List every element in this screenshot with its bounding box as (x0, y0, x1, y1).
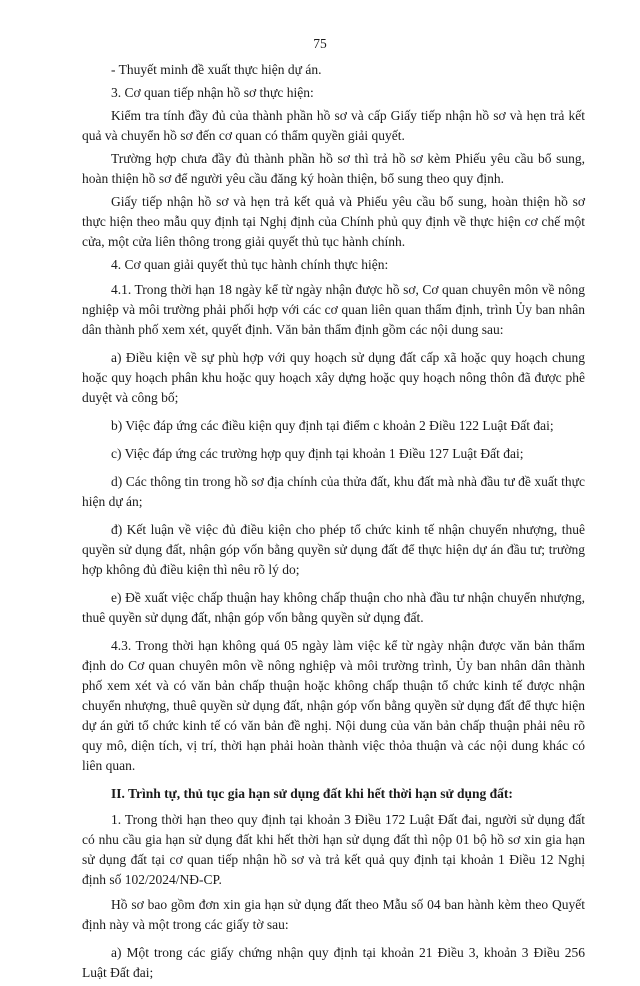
paragraph: b) Việc đáp ứng các điều kiện quy định tại điểm c khoản 2 Điều 122 Luật Đất đai; (111, 418, 554, 433)
paragraph: đ) Kết luận về việc đủ điều kiện cho phép tổ chức kinh tế nhận chuyển nhượng, thuê quyền sử dụng đất, nhận góp vốn bằng quyền sử dụng đất để thực hiện dự án đầu tư; trường hợp không đủ điều kiện thì nêu rõ lý do; (82, 522, 585, 577)
paragraph: a) Điều kiện về sự phù hợp với quy hoạch sử dụng đất cấp xã hoặc quy hoạch chung hoặc quy hoạch phân khu hoặc quy hoạch xây dựng hoặc quy hoạch nông thôn đã được phê duyệt và công bố; (82, 350, 585, 405)
paragraph: e) Đề xuất việc chấp thuận hay không chấp thuận cho nhà đầu tư nhận chuyển nhượng, thuê quyền sử dụng đất, nhận góp vốn bằng quyền sử dụng đất. (82, 590, 585, 625)
paragraph: 3. Cơ quan tiếp nhận hồ sơ thực hiện: (111, 85, 314, 100)
paragraph: 4.3. Trong thời hạn không quá 05 ngày làm việc kể từ ngày nhận được văn bản thẩm định do Cơ quan chuyên môn về nông nghiệp và môi trường trình, Ủy ban nhân dân thành phố xem xét và có văn bản chấp thuận hoặc không chấp thuận tổ chức kinh tế được nhận chuyển nhượng, thuê quyền sử dụng đất, nhận góp vốn bằng quyền sử dụng đất để thực hiện dự án gửi tổ chức kinh tế có văn bản đề nghị. Nội dung của văn bản chấp thuận phải nêu rõ quy mô, diện tích, vị trí, thời hạn phải hoàn thành việc thỏa thuận và các nội dung khác có liên quan. (82, 638, 585, 773)
section-heading: II. Trình tự, thủ tục gia hạn sử dụng đất khi hết thời hạn sử dụng đất: (111, 786, 513, 801)
paragraph: 1. Trong thời hạn theo quy định tại khoản 3 Điều 172 Luật Đất đai, người sử dụng đất có nhu cầu gia hạn sử dụng đất khi hết thời hạn sử dụng đất thì nộp 01 bộ hồ sơ xin gia hạn sử dụng đất tại cơ quan tiếp nhận hồ sơ và trả kết quả quy định tại khoản 1 Điều 12 Nghị định số 102/2024/NĐ-CP. (82, 812, 585, 887)
paragraph: a) Một trong các giấy chứng nhận quy định tại khoản 21 Điều 3, khoản 3 Điều 256 Luật Đất đai; (82, 945, 585, 980)
paragraph: Kiểm tra tính đầy đủ của thành phần hồ sơ và cấp Giấy tiếp nhận hồ sơ và hẹn trả kết quả và chuyển hồ sơ đến cơ quan có thẩm quyền giải quyết. (82, 108, 585, 143)
document-body (82, 60, 585, 986)
paragraph: d) Các thông tin trong hồ sơ địa chính của thửa đất, khu đất mà nhà đầu tư đề xuất thực hiện dự án; (82, 474, 585, 509)
paragraph: 4.1. Trong thời hạn 18 ngày kể từ ngày nhận được hồ sơ, Cơ quan chuyên môn về nông nghiệp và môi trường phải phối hợp với các cơ quan liên quan thẩm định, trình Ủy ban nhân dân thành phố xem xét, quyết định. Văn bản thẩm định gồm các nội dung sau: (82, 282, 585, 337)
page-number: 75 (313, 36, 327, 51)
paragraph: Hồ sơ bao gồm đơn xin gia hạn sử dụng đất theo Mẫu số 04 ban hành kèm theo Quyết định này và một trong các giấy tờ sau: (82, 897, 585, 932)
paragraph: - Thuyết minh đề xuất thực hiện dự án. (111, 62, 322, 77)
paragraph: Giấy tiếp nhận hồ sơ và hẹn trả kết quả và Phiếu yêu cầu bổ sung, hoàn thiện hồ sơ thực hiện theo mẫu quy định tại Nghị định của Chính phủ quy định về thực hiện cơ chế một cửa, một cửa liên thông trong giải quyết thủ tục hành chính. (82, 194, 585, 249)
paragraph: c) Việc đáp ứng các trường hợp quy định tại khoản 1 Điều 127 Luật Đất đai; (111, 446, 524, 461)
paragraph: Trường hợp chưa đầy đủ thành phần hồ sơ thì trả hồ sơ kèm Phiếu yêu cầu bổ sung, hoàn thiện hồ sơ để người yêu cầu đăng ký hoàn thiện, bổ sung theo quy định. (82, 151, 585, 186)
paragraph: 4. Cơ quan giải quyết thủ tục hành chính thực hiện: (111, 257, 389, 272)
